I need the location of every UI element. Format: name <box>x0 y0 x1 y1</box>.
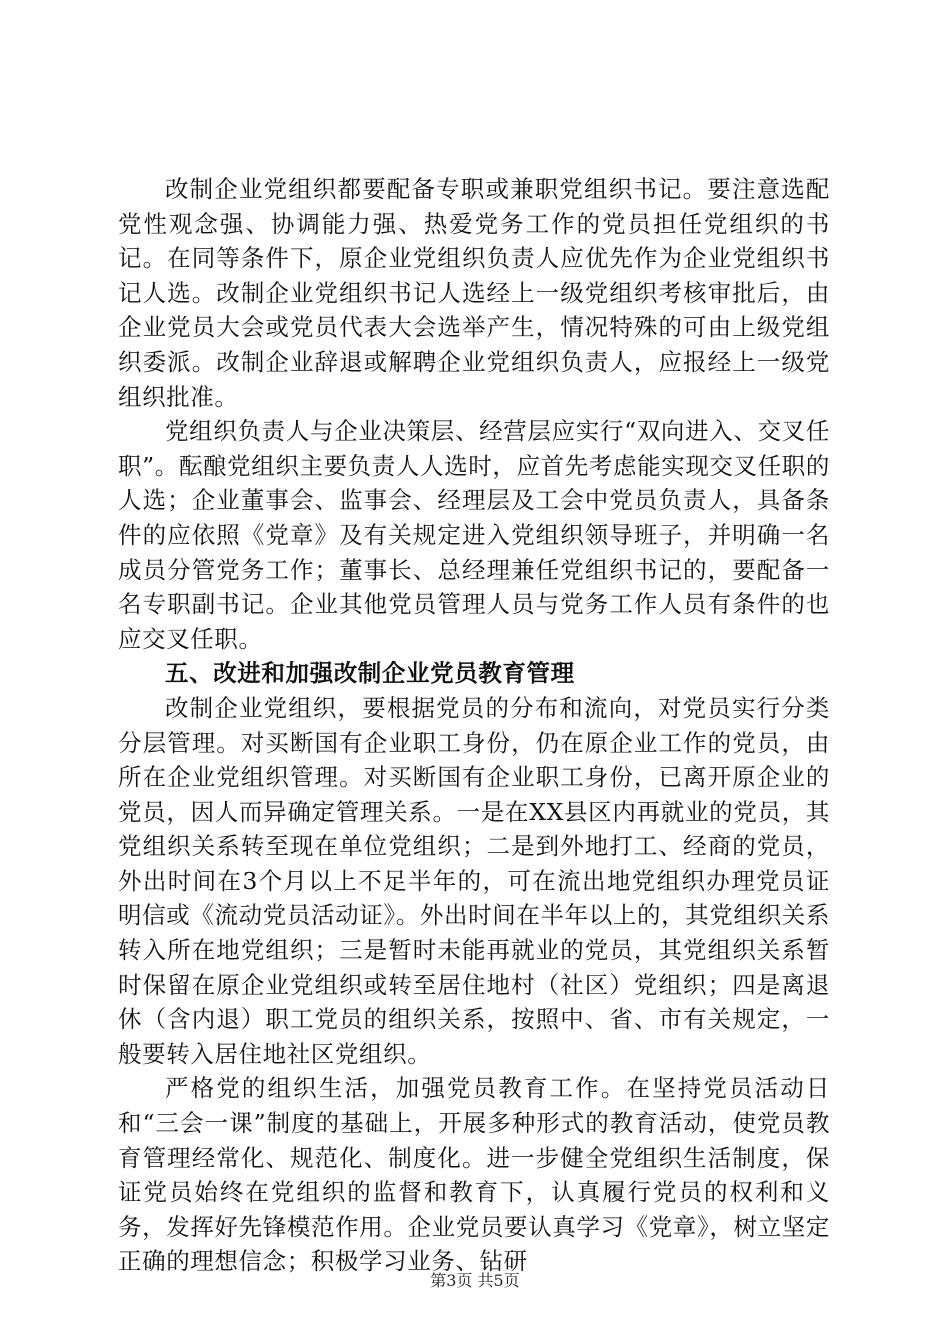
paragraph-organization-life: 严格党的组织生活，加强党员教育工作。在坚持党员活动日和“三会一课”制度的基础上，开展多种形式的教育活动，使党员教育管理经常化、规范化、制度化。进一步健全党组织生活制度，保证党员始终在党组织的监督和教育下，认真履行党员的权利和义务，发挥好先锋模范作用。企业党员要认真学习《党章》，树立坚定正确的理想信念；积极学习业务、钻研 <box>118 1074 830 1276</box>
section-heading: 五、改进和加强改制企业党员教育管理 <box>165 659 575 688</box>
page-number-footer: 第3页 共5页 <box>430 1271 520 1290</box>
paragraph-member-management: 改制企业党组织，要根据党员的分布和流向，对党员实行分类分层管理。对买断国有企业职工身份，仍在原企业工作的党员，由所在企业党组织管理。对买断国有企业职工身份，已离开原企业的党员，因人而异确定管理关系。一是在XX县区内再就业的党员，其党组织关系转至现在单位党组织；二是到外地打工、经商的党员，外出时间在3个月以上不足半年的，可在流出地党组织办理党员证明信或《流动党员活动证》。外出时间在半年以上的，其党组织关系转入所在地党组织；三是暂时未能再就业的党员，其党组织关系暂时保留在原企业党组织或转至居住地村（社区）党组织；四是离退休（含内退）职工党员的组织关系，按照中、省、市有关规定，一般要转入居住地社区党组织。 <box>118 693 830 1068</box>
document-body <box>118 172 830 1279</box>
paragraph-cross-appointment: 党组织负责人与企业决策层、经营层应实行“双向进入、交叉任职”。酝酿党组织主要负责人人选时，应首先考虑能实现交叉任职的人选；企业董事会、监事会、经理层及工会中党员负责人，具备条件的应依照《党章》及有关规定进入党组织领导班子，并明确一名成员分管党务工作；董事长、总经理兼任党组织书记的，要配备一名专职副书记。企业其他党员管理人员与党务工作人员有条件的也应交叉任职。 <box>118 417 830 653</box>
paragraph-party-secretary: 改制企业党组织都要配备专职或兼职党组织书记。要注意选配党性观念强、协调能力强、热爱党务工作的党员担任党组织的书记。在同等条件下，原企业党组织负责人应优先作为企业党组织书记人选。改制企业党组织书记人选经上一级党组织考核审批后，由企业党员大会或党员代表大会选举产生，情况特殊的可由上级党组织委派。改制企业辞退或解聘企业党组织负责人，应报经上一级党组织批准。 <box>118 175 830 411</box>
